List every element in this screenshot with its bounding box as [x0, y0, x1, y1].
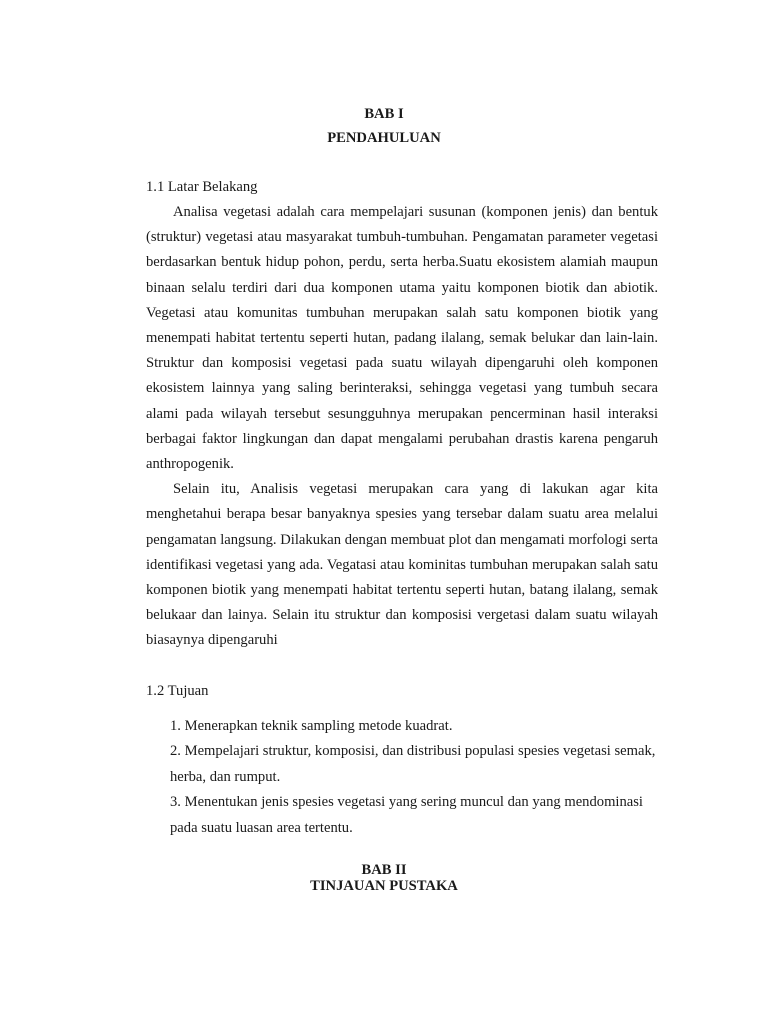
section-heading-tujuan: 1.2 Tujuan [146, 683, 209, 699]
list-item: 3. Menentukan jenis spesies vegetasi yang sering muncul dan yang mendominasi pada suatu luasan area tertentu. [170, 794, 643, 836]
section-heading-latar-belakang: 1.1 Latar Belakang [146, 179, 258, 195]
chapter-label: BAB II [361, 862, 407, 878]
list-item: 1. Menerapkan teknik sampling metode kuadrat. [170, 718, 453, 734]
section-body-latar-belakang [146, 200, 658, 654]
paragraph: Analisa vegetasi adalah cara mempelajari susunan (komponen jenis) dan bentuk (struktur) vegetasi atau masyarakat tumbuh-tumbuhan. Pengamatan parameter vegetasi berdasarkan bentuk hidup pohon, perdu, serta herba.Suatu ekosistem alamiah maupun binaan selalu terdiri dari dua komponen utama yaitu komponen biotik dan abiotik. Vegetasi atau komunitas tumbuhan merupakan salah satu komponen biotik yang menempati habitat tertentu seperti hutan, padang ilalang, semak belukar dan lain-lain. Struktur dan komposisi vegetasi pada suatu wilayah dipengaruhi oleh komponen ekosistem lainnya yang saling berinteraksi, sehingga vegetasi yang tumbuh secara alami pada wilayah tersebut sesungguhnya merupakan pencerminan hasil interaksi berbagai faktor lingkungan dan dapat mengalami perubahan drastis karena pengaruh anthropogenik. [146, 204, 658, 473]
paragraph: Selain itu, Analisis vegetasi merupakan cara yang di lakukan agar kita menghetahui berapa besar banyaknya spesies yang tersebar dalam suatu area melalui pengamatan langsung. Dilakukan dengan membuat plot dan mengamati morfologi serta identifikasi vegetasi yang ada. Vegatasi atau kominitas tumbuhan merupakan salah satu komponen biotik yang menempati habitat tertentu seperti hutan, batang ilalang, semak belukaar dan lainya. Selain itu struktur dan komposisi vergetasi dalam suatu wilayah biasaynya dipengaruhi [146, 481, 658, 649]
chapter-title: TINJAUAN PUSTAKA [310, 878, 458, 894]
chapter-title: PENDAHULUAN [327, 130, 441, 146]
chapter-label: BAB I [364, 106, 404, 122]
list-item: 2. Mempelajari struktur, komposisi, dan distribusi populasi spesies vegetasi semak, herba, dan rumput. [170, 743, 656, 785]
